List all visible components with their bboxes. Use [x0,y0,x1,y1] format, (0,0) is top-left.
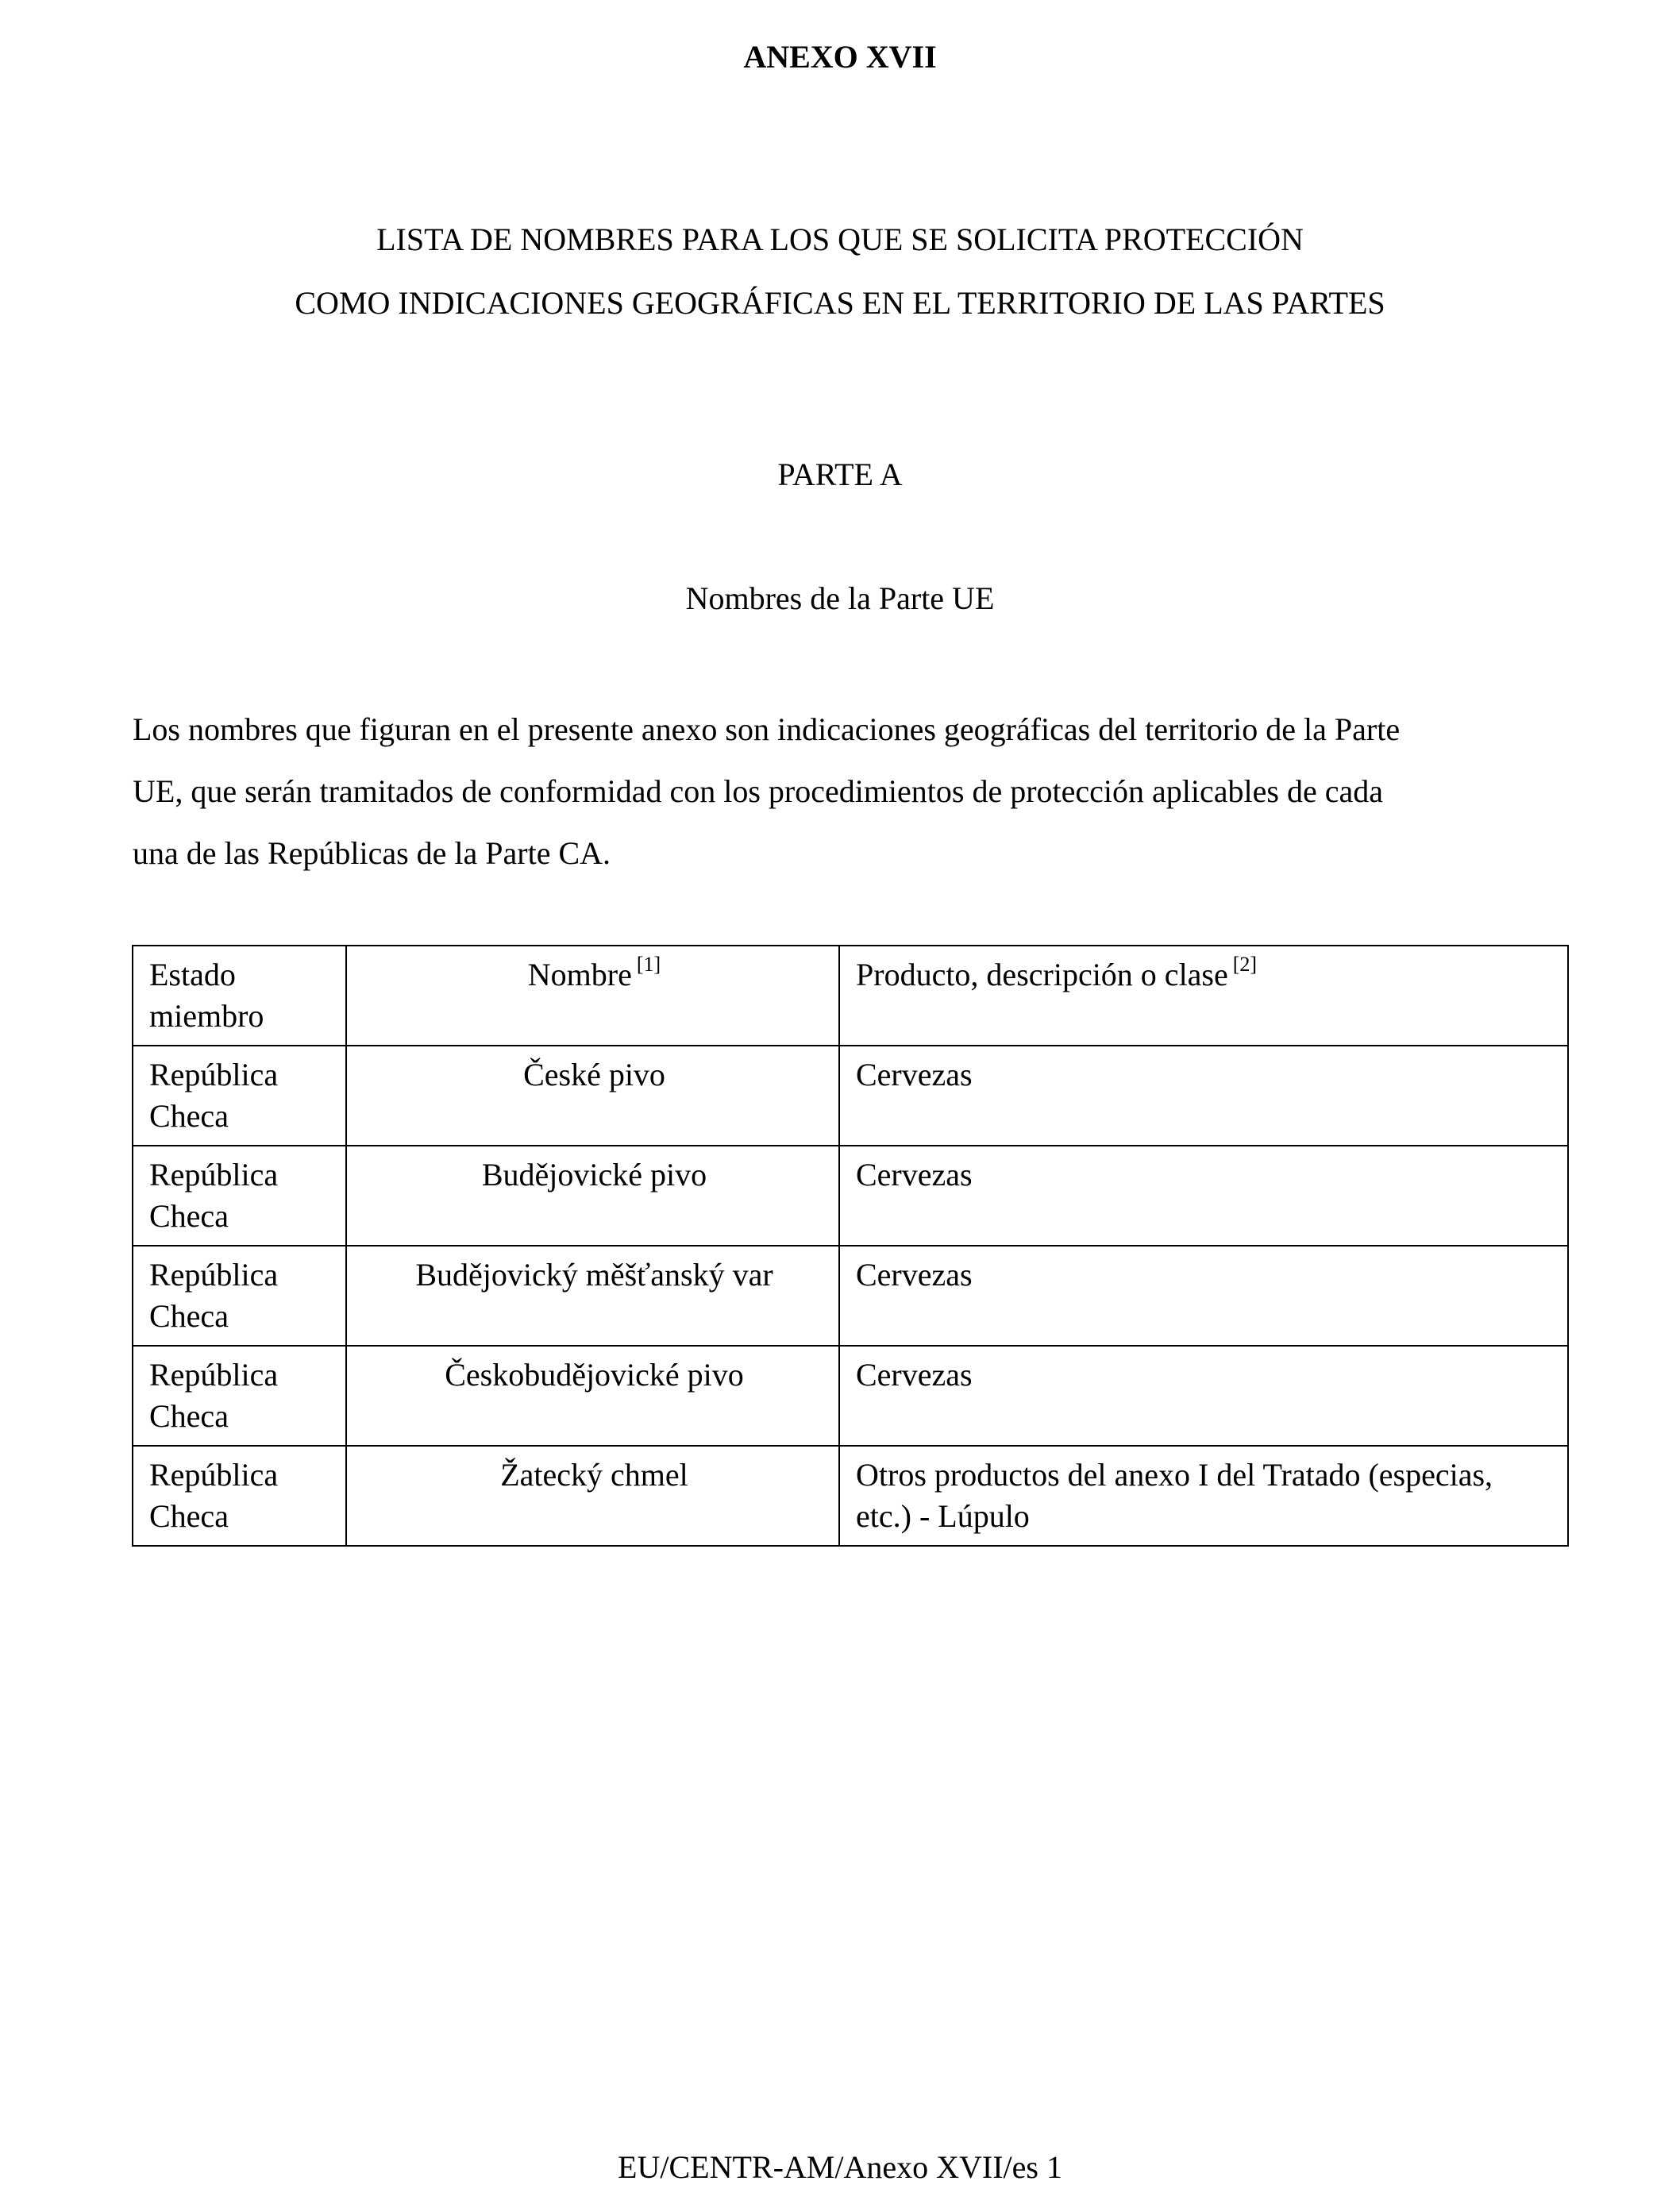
table-header-row [133,946,1568,1046]
cell-product: Cervezas [839,1346,1568,1446]
table-row [133,1446,1568,1546]
cell-name: Žatecký chmel [346,1446,839,1546]
cell-member-state: República Checa [133,1446,346,1546]
cell-name: Budějovický měšťanský var [346,1246,839,1346]
cell-name: Českobudějovické pivo [346,1346,839,1446]
cell-member-state: República Checa [133,1146,346,1246]
cell-product: Cervezas [839,1046,1568,1146]
footnote-ref-2[interactable]: [2] [1232,953,1258,976]
cell-member-state: República Checa [133,1046,346,1146]
footnote-ref-1[interactable]: [1] [636,953,661,976]
cell-product: Cervezas [839,1246,1568,1346]
part-title: PARTE A [777,457,903,492]
header-product [839,946,1568,1046]
cell-member-state: República Checa [133,1346,346,1446]
annex-title: ANEXO XVII [743,39,937,75]
intro-line: Los nombres que figuran en el presente anexo son indicaciones geográficas del territorio de la Parte [133,711,1401,747]
table-row [133,1146,1568,1246]
header-product-label: Producto, descripción o clase [856,957,1228,992]
intro-paragraph [133,699,1562,884]
part-subtitle: Nombres de la Parte UE [685,580,995,616]
table-row [133,1246,1568,1346]
table-row [133,1346,1568,1446]
page-footer-reference: EU/CENTR-AM/Anexo XVII/es 1 [618,2149,1062,2185]
list-heading [0,208,1680,335]
geographical-indications-table [132,945,1569,1547]
header-name-label: Nombre [527,957,632,992]
table-row [133,1046,1568,1146]
intro-line: UE, que serán tramitados de conformidad con los procedimientos de protección aplicables de cada [133,773,1383,809]
list-heading-line-2: COMO INDICACIONES GEOGRÁFICAS EN EL TERRITORIO DE LAS PARTES [295,285,1385,321]
list-heading-line-1: LISTA DE NOMBRES PARA LOS QUE SE SOLICITA PROTECCIÓN [376,222,1304,257]
cell-product: Cervezas [839,1146,1568,1246]
cell-member-state: República Checa [133,1246,346,1346]
intro-line: una de las Repúblicas de la Parte CA. [133,835,611,871]
cell-name: České pivo [346,1046,839,1146]
header-name [346,946,839,1046]
cell-name: Budějovické pivo [346,1146,839,1246]
header-member-state: Estado miembro [133,946,346,1046]
cell-product: Otros productos del anexo I del Tratado (especias, etc.) - Lúpulo [839,1446,1568,1546]
